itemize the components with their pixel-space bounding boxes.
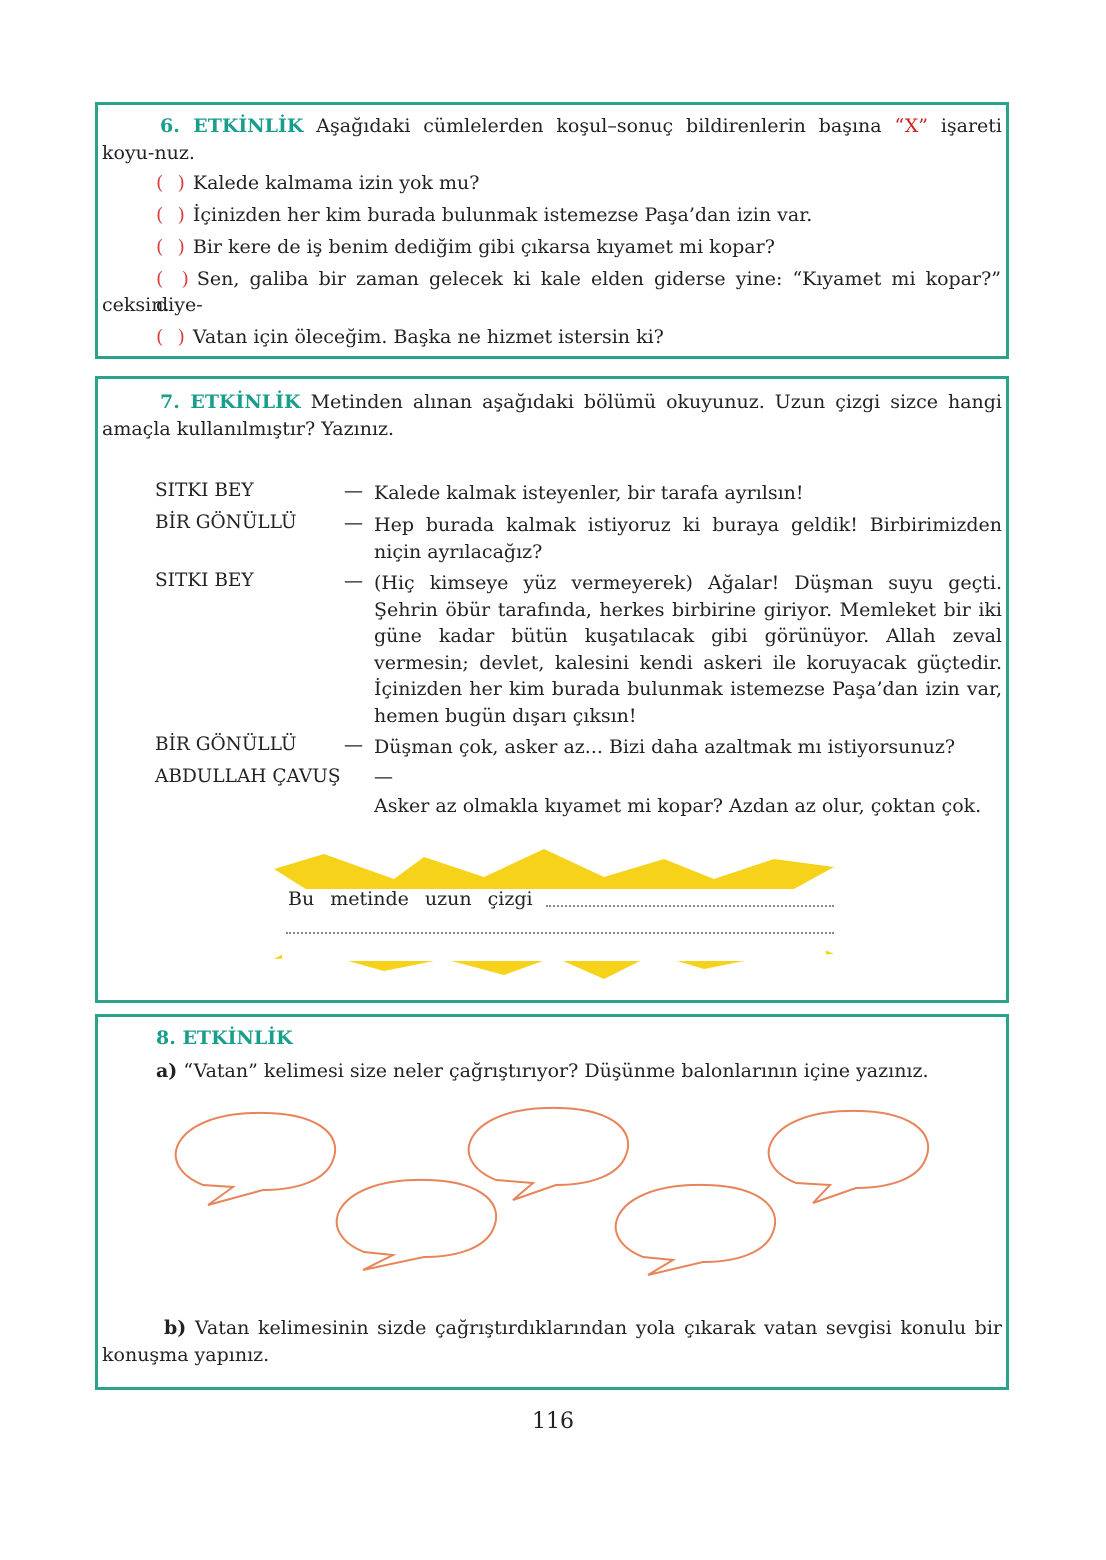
dash: — <box>344 570 363 592</box>
speech-5: Asker az olmakla kıyamet mi kopar? Azdan az olur, çoktan çok. <box>374 795 982 817</box>
speech-2: Hep burada kalmak istiyoruz ki buraya geldik! Birbirimizden niçin ayrılacağız? <box>374 514 1002 563</box>
activity-8-part-b: b) Vatan kelimesinin sizde çağrıştırdıklarından yola çıkarak vatan sevgisi konulu bir konuşma yapınız. <box>102 1317 1002 1366</box>
speech-4: Düşman çok, asker az... Bizi daha azaltmak mı istiyorsunuz? <box>374 736 956 758</box>
activity-7-title: 7. ETKİNLİK <box>160 391 301 413</box>
speech-bubble-2 <box>469 1108 628 1200</box>
fill-prompt: Bu metinde uzun çizgi <box>288 888 533 910</box>
dash: — <box>344 480 363 502</box>
activity-7-instruction: 7. ETKİNLİK Metinden alınan aşağıdaki bölümü okuyunuz. Uzun çizgi sizce hangi amaçla kullanılmıştır? Yazınız. <box>102 391 1002 440</box>
thought-bubbles <box>168 1105 948 1285</box>
activity-6-item-1[interactable]: ( ) Kalede kalmama izin yok mu? <box>156 172 480 194</box>
dash: — <box>344 734 363 756</box>
activity-8-box <box>95 1014 1009 1390</box>
activity-6-item-4[interactable]: ( ) Sen, galiba bir zaman gelecek ki kale elden giderse yine: “Kıyamet mi kopar?” diye- <box>156 268 1001 316</box>
speech-bubble-1 <box>176 1113 335 1205</box>
answer-line[interactable] <box>546 905 834 907</box>
speaker-2: BİR GÖNÜLLÜ <box>155 512 297 533</box>
speech-3: (Hiç kimseye yüz vermeyerek) Ağalar! Düşman suyu geçti. Şehrin öbür tarafında, herkes birbirine giriyor. Memleket bir iki güne kadar bütün kuşatılacak gibi görünüyor. Allah zeval vermesin; devlet, kalesini kendi askeri ile koruyacak güçtedir. İçinizden her kim burada bulunmak istemezse Paşa’dan izin var, hemen bugün dışarı çıksın! <box>374 572 1002 727</box>
answer-box[interactable]: ( ) <box>156 172 189 194</box>
activity-6-box <box>95 102 1009 359</box>
activity-6-item-4-continuation: ceksin. <box>102 294 170 316</box>
activity-7-box <box>95 376 1009 1003</box>
activity-6-item-3[interactable]: ( ) Bir kere de iş benim dediğim gibi çıkarsa kıyamet mi kopar? <box>156 236 775 258</box>
speaker-3: SITKI BEY <box>155 570 254 591</box>
activity-8-part-a: a) “Vatan” kelimesi size neler çağrıştırıyor? Düşünme balonlarının içine yazınız. <box>156 1060 929 1082</box>
activity-6-instruction: 6. ETKİNLİK Aşağıdaki cümlelerden koşul–sonuç bildirenlerin başına “X” işareti koyu-nuz. <box>102 115 1003 164</box>
answer-box[interactable]: ( ) <box>156 236 189 258</box>
page-number: 116 <box>532 1409 574 1434</box>
answer-box[interactable]: ( ) <box>156 268 193 290</box>
speech-1: Kalede kalmak isteyenler, bir tarafa ayrılsın! <box>374 482 804 504</box>
activity-6-item-2[interactable]: ( ) İçinizden her kim burada bulunmak istemezse Paşa’dan izin var. <box>156 204 813 226</box>
answer-box[interactable]: ( ) <box>156 204 189 226</box>
answer-box[interactable]: ( ) <box>156 326 189 348</box>
speaker-1: SITKI BEY <box>155 480 254 501</box>
dash: — <box>344 512 363 534</box>
dash: — <box>374 766 393 788</box>
starburst-banner <box>274 849 834 979</box>
activity-6-item-5[interactable]: ( ) Vatan için öleceğim. Başka ne hizmet istersin ki? <box>156 326 664 348</box>
x-marker: “X” <box>894 115 928 137</box>
speech-bubble-3 <box>337 1180 496 1270</box>
speech-bubble-5 <box>769 1111 928 1203</box>
activity-8-title: 8. ETKİNLİK <box>156 1027 293 1049</box>
answer-line[interactable] <box>286 932 834 934</box>
speaker-4: BİR GÖNÜLLÜ <box>155 734 297 755</box>
speech-bubble-4 <box>616 1185 775 1275</box>
speaker-5: ABDULLAH ÇAVUŞ <box>155 766 341 787</box>
activity-6-title: 6. ETKİNLİK <box>160 115 304 137</box>
